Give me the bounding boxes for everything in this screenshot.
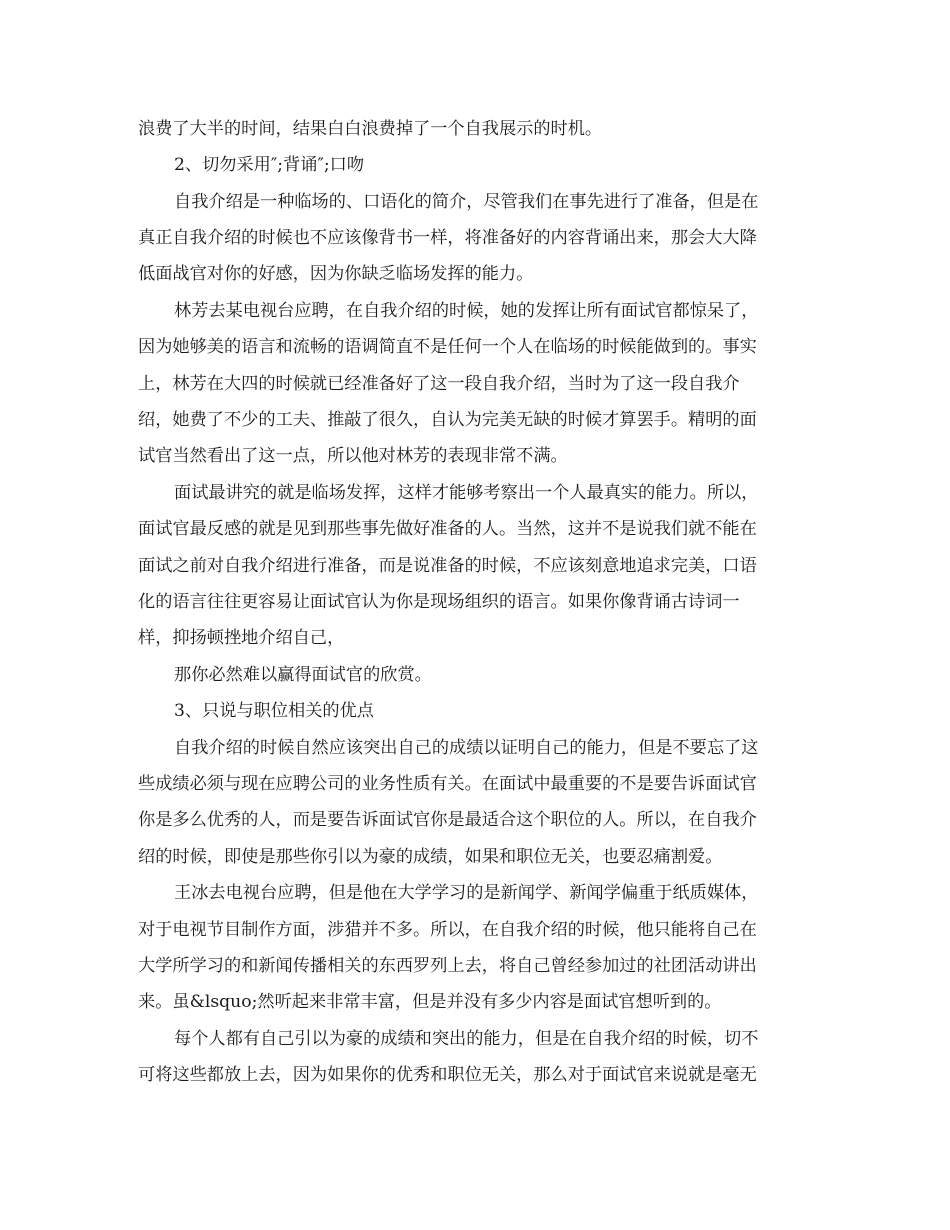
text-line: 可将这些都放上去，因为如果你的优秀和职位无关，那么对于面试官来说就是毫无 [138,1065,757,1085]
text-line: 你是多么优秀的人，而是要告诉面试官你是最适合这个职位的人。所以，在自我介 [138,810,757,830]
text-line: 对于电视节目制作方面，涉猎并不多。所以，在自我介绍的时候，他只能将自己在 [138,920,757,940]
text-line: 试官当然看出了这一点，所以他对林芳的表现非常不满。 [138,446,568,466]
paragraph-line: 林芳去某电视台应聘，在自我介绍的时候，她的发挥让所有面试官都惊呆了， [174,301,759,321]
paragraph-line: 那你必然难以赢得面试官的欣赏。 [174,665,432,685]
text-line: 来。虽&lsquo;然听起来非常丰富，但是并没有多少内容是面试官想听到的。 [138,992,722,1012]
text-line: 化的语言往往更容易让面试官认为你是现场组织的语言。如果你像背诵古诗词一 [138,592,740,612]
text-line: 因为她够美的语言和流畅的语调简直不是任何一个人在临场的时候能做到的。事实 [138,337,757,357]
section-heading: 3、只说与职位相关的优点 [174,701,374,721]
text-line: 面试之前对自我介绍进行准备，而是说准备的时候，不应该刻意地追求完美，口语 [138,556,757,576]
paragraph-line: 自我介绍的时候自然应该突出自己的成绩以证明自己的能力，但是不要忘了这 [174,738,759,758]
section-heading: 2、切勿采用″;背诵″;口吻 [174,155,365,175]
text-line: 大学所学习的和新闻传播相关的东西罗列上去，将自己曾经参加过的社团活动讲出 [138,956,757,976]
text-line: 样，抑扬顿挫地介绍自己， [138,628,345,648]
text-line: 低面战官对你的好感，因为你缺乏临场发挥的能力。 [138,264,534,284]
paragraph-line: 每个人都有自己引以为豪的成绩和突出的能力，但是在自我介绍的时候，切不 [174,1029,759,1049]
text-line: 些成绩必须与现在应聘公司的业务性质有关。在面试中最重要的不是要告诉面试官 [138,774,757,794]
text-line: 绍的时候，即使是那些你引以为豪的成绩，如果和职位无关，也要忍痛割爱。 [138,847,723,867]
text-line: 浪费了大半的时间，结果白白浪费掉了一个自我展示的时机。 [138,119,603,139]
text-line: 绍，她费了不少的工夫、推敲了很久，自认为完美无缺的时候才算罢手。精明的面 [138,410,757,430]
paragraph-line: 面试最讲究的就是临场发挥，这样才能够考察出一个人最真实的能力。所以， [174,483,759,503]
paragraph-line: 王冰去电视台应聘，但是他在大学学习的是新闻学、新闻学偏重于纸质媒体， [174,883,759,903]
paragraph-line: 自我介绍是一种临场的、口语化的简介，尽管我们在事先进行了准备，但是在 [174,192,759,212]
text-line: 真正自我介绍的时候也不应该像背书一样，将准备好的内容背诵出来，那会大大降 [138,228,757,248]
text-line: 面试官最反感的就是见到那些事先做好准备的人。当然，这并不是说我们就不能在 [138,519,757,539]
text-line: 上，林芳在大四的时候就已经准备好了这一段自我介绍，当时为了这一段自我介 [138,374,740,394]
